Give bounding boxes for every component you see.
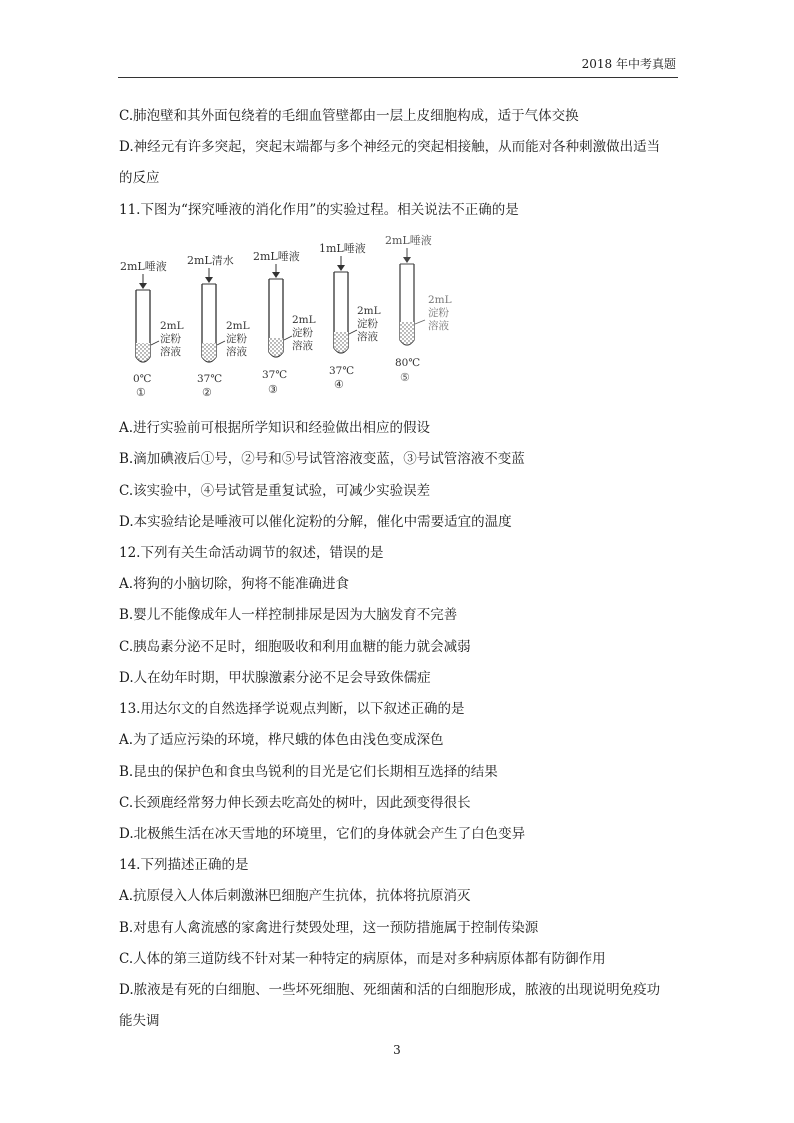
test-tube-5 bbox=[385, 233, 452, 384]
tube-1-num: ① bbox=[136, 386, 146, 399]
tube-2-num: ② bbox=[202, 386, 212, 399]
tube-3-num: ③ bbox=[268, 383, 278, 396]
tube-5-side-label-3: 溶液 bbox=[428, 320, 449, 332]
tube-5-temp: 80℃ bbox=[395, 357, 421, 369]
option-14a: A.抗原侵入人体后刺激淋巴细胞产生抗体，抗体将抗原消灭 bbox=[119, 888, 471, 904]
option-14c: C.人体的第三道防线不针对某一种特定的病原体，而是对多种病原体都有防御作用 bbox=[119, 951, 606, 967]
tube-3-side-label-1: 2mL bbox=[292, 314, 316, 326]
option-13d: D.北极熊生活在冰天雪地的环境里，它们的身体就会产生了白色变异 bbox=[119, 826, 526, 842]
tube-1-side-label-1: 2mL bbox=[160, 320, 184, 332]
option-13c: C.长颈鹿经常努力伸长颈去吃高处的树叶，因此颈变得很长 bbox=[119, 795, 471, 811]
test-tube-3 bbox=[253, 249, 316, 396]
option-13b: B.昆虫的保护色和食虫鸟锐利的目光是它们长期相互选择的结果 bbox=[119, 764, 498, 780]
option-11a: A.进行实验前可根据所学知识和经验做出相应的假设 bbox=[119, 420, 431, 436]
tube-3-temp: 37℃ bbox=[262, 369, 288, 381]
tube-1-top-label: 2mL唾液 bbox=[120, 260, 167, 273]
test-tube-2 bbox=[187, 253, 250, 399]
question-14: 14.下列描述正确的是 bbox=[119, 857, 249, 873]
option-12b: B.婴儿不能像成年人一样控制排尿是因为大脑发育不完善 bbox=[119, 607, 458, 623]
tube-3-side-label-3: 溶液 bbox=[292, 340, 313, 352]
page-header: 2018 年中考真题 bbox=[581, 57, 676, 71]
page-number: 3 bbox=[393, 1043, 401, 1057]
test-tube-4 bbox=[319, 241, 381, 391]
header-divider bbox=[118, 77, 678, 78]
option-13a: A.为了适应污染的环境，桦尺蛾的体色由浅色变成深色 bbox=[119, 732, 444, 748]
tube-5-side-label-1: 2mL bbox=[428, 294, 452, 306]
tube-4-num: ④ bbox=[334, 378, 344, 391]
tube-2-side-label-3: 溶液 bbox=[226, 346, 247, 358]
option-12d: D.人在幼年时期，甲状腺激素分泌不足会导致侏儒症 bbox=[119, 670, 431, 686]
tube-2-temp: 37℃ bbox=[197, 373, 223, 385]
option-14b: B.对患有人禽流感的家禽进行焚毁处理，这一预防措施属于控制传染源 bbox=[119, 920, 539, 936]
tube-4-temp: 37℃ bbox=[329, 365, 355, 377]
option-11b: B.滴加碘液后①号，②号和⑤号试管溶液变蓝，③号试管溶液不变蓝 bbox=[119, 451, 525, 467]
option-10d-cont: 的反应 bbox=[119, 170, 160, 186]
tube-5-num: ⑤ bbox=[400, 371, 410, 384]
tube-4-top-label: 1mL唾液 bbox=[319, 242, 366, 255]
question-11: 11.下图为“探究唾液的消化作用”的实验过程。相关说法不正确的是 bbox=[119, 202, 519, 218]
option-10d: D.神经元有许多突起，突起末端都与多个神经元的突起相接触，从而能对各种刺激做出适当 bbox=[119, 139, 661, 155]
question-13: 13.用达尔文的自然选择学说观点判断，以下叙述正确的是 bbox=[119, 701, 465, 717]
question-12: 12.下列有关生命活动调节的叙述，错误的是 bbox=[119, 545, 384, 561]
tube-5-side-label-2: 淀粉 bbox=[428, 307, 449, 319]
option-14d-cont: 能失调 bbox=[119, 1013, 160, 1029]
option-11d: D.本实验结论是唾液可以催化淀粉的分解，催化中需要适宜的温度 bbox=[119, 514, 512, 530]
option-12a: A.将狗的小脑切除，狗将不能准确进食 bbox=[119, 576, 350, 592]
option-14d: D.脓液是有死的白细胞、一些坏死细胞、死细菌和活的白细胞形成，脓液的出现说明免疫功 bbox=[119, 982, 661, 998]
tube-5-top-label: 2mL唾液 bbox=[385, 234, 432, 247]
option-12c: C.胰岛素分泌不足时，细胞吸收和利用血糖的能力就会减弱 bbox=[119, 639, 471, 655]
tube-1-temp: 0℃ bbox=[133, 373, 152, 385]
tube-4-side-label-1: 2mL bbox=[357, 305, 381, 317]
tube-3-top-label: 2mL唾液 bbox=[253, 250, 300, 263]
tube-1-side-label-2: 淀粉 bbox=[160, 333, 181, 345]
tube-3-side-label-2: 淀粉 bbox=[292, 327, 313, 339]
option-10c: C.肺泡壁和其外面包绕着的毛细血管壁都由一层上皮细胞构成，适于气体交换 bbox=[119, 108, 579, 124]
test-tube-1 bbox=[120, 259, 184, 399]
tube-2-top-label: 2mL清水 bbox=[187, 254, 234, 267]
tube-1-side-label-3: 溶液 bbox=[160, 346, 181, 358]
option-11c: C.该实验中，④号试管是重复试验，可减少实验误差 bbox=[119, 483, 431, 499]
tube-4-side-label-3: 溶液 bbox=[357, 331, 378, 343]
tube-4-side-label-2: 淀粉 bbox=[357, 318, 378, 330]
tube-2-side-label-2: 淀粉 bbox=[226, 333, 247, 345]
tube-2-side-label-1: 2mL bbox=[226, 320, 250, 332]
